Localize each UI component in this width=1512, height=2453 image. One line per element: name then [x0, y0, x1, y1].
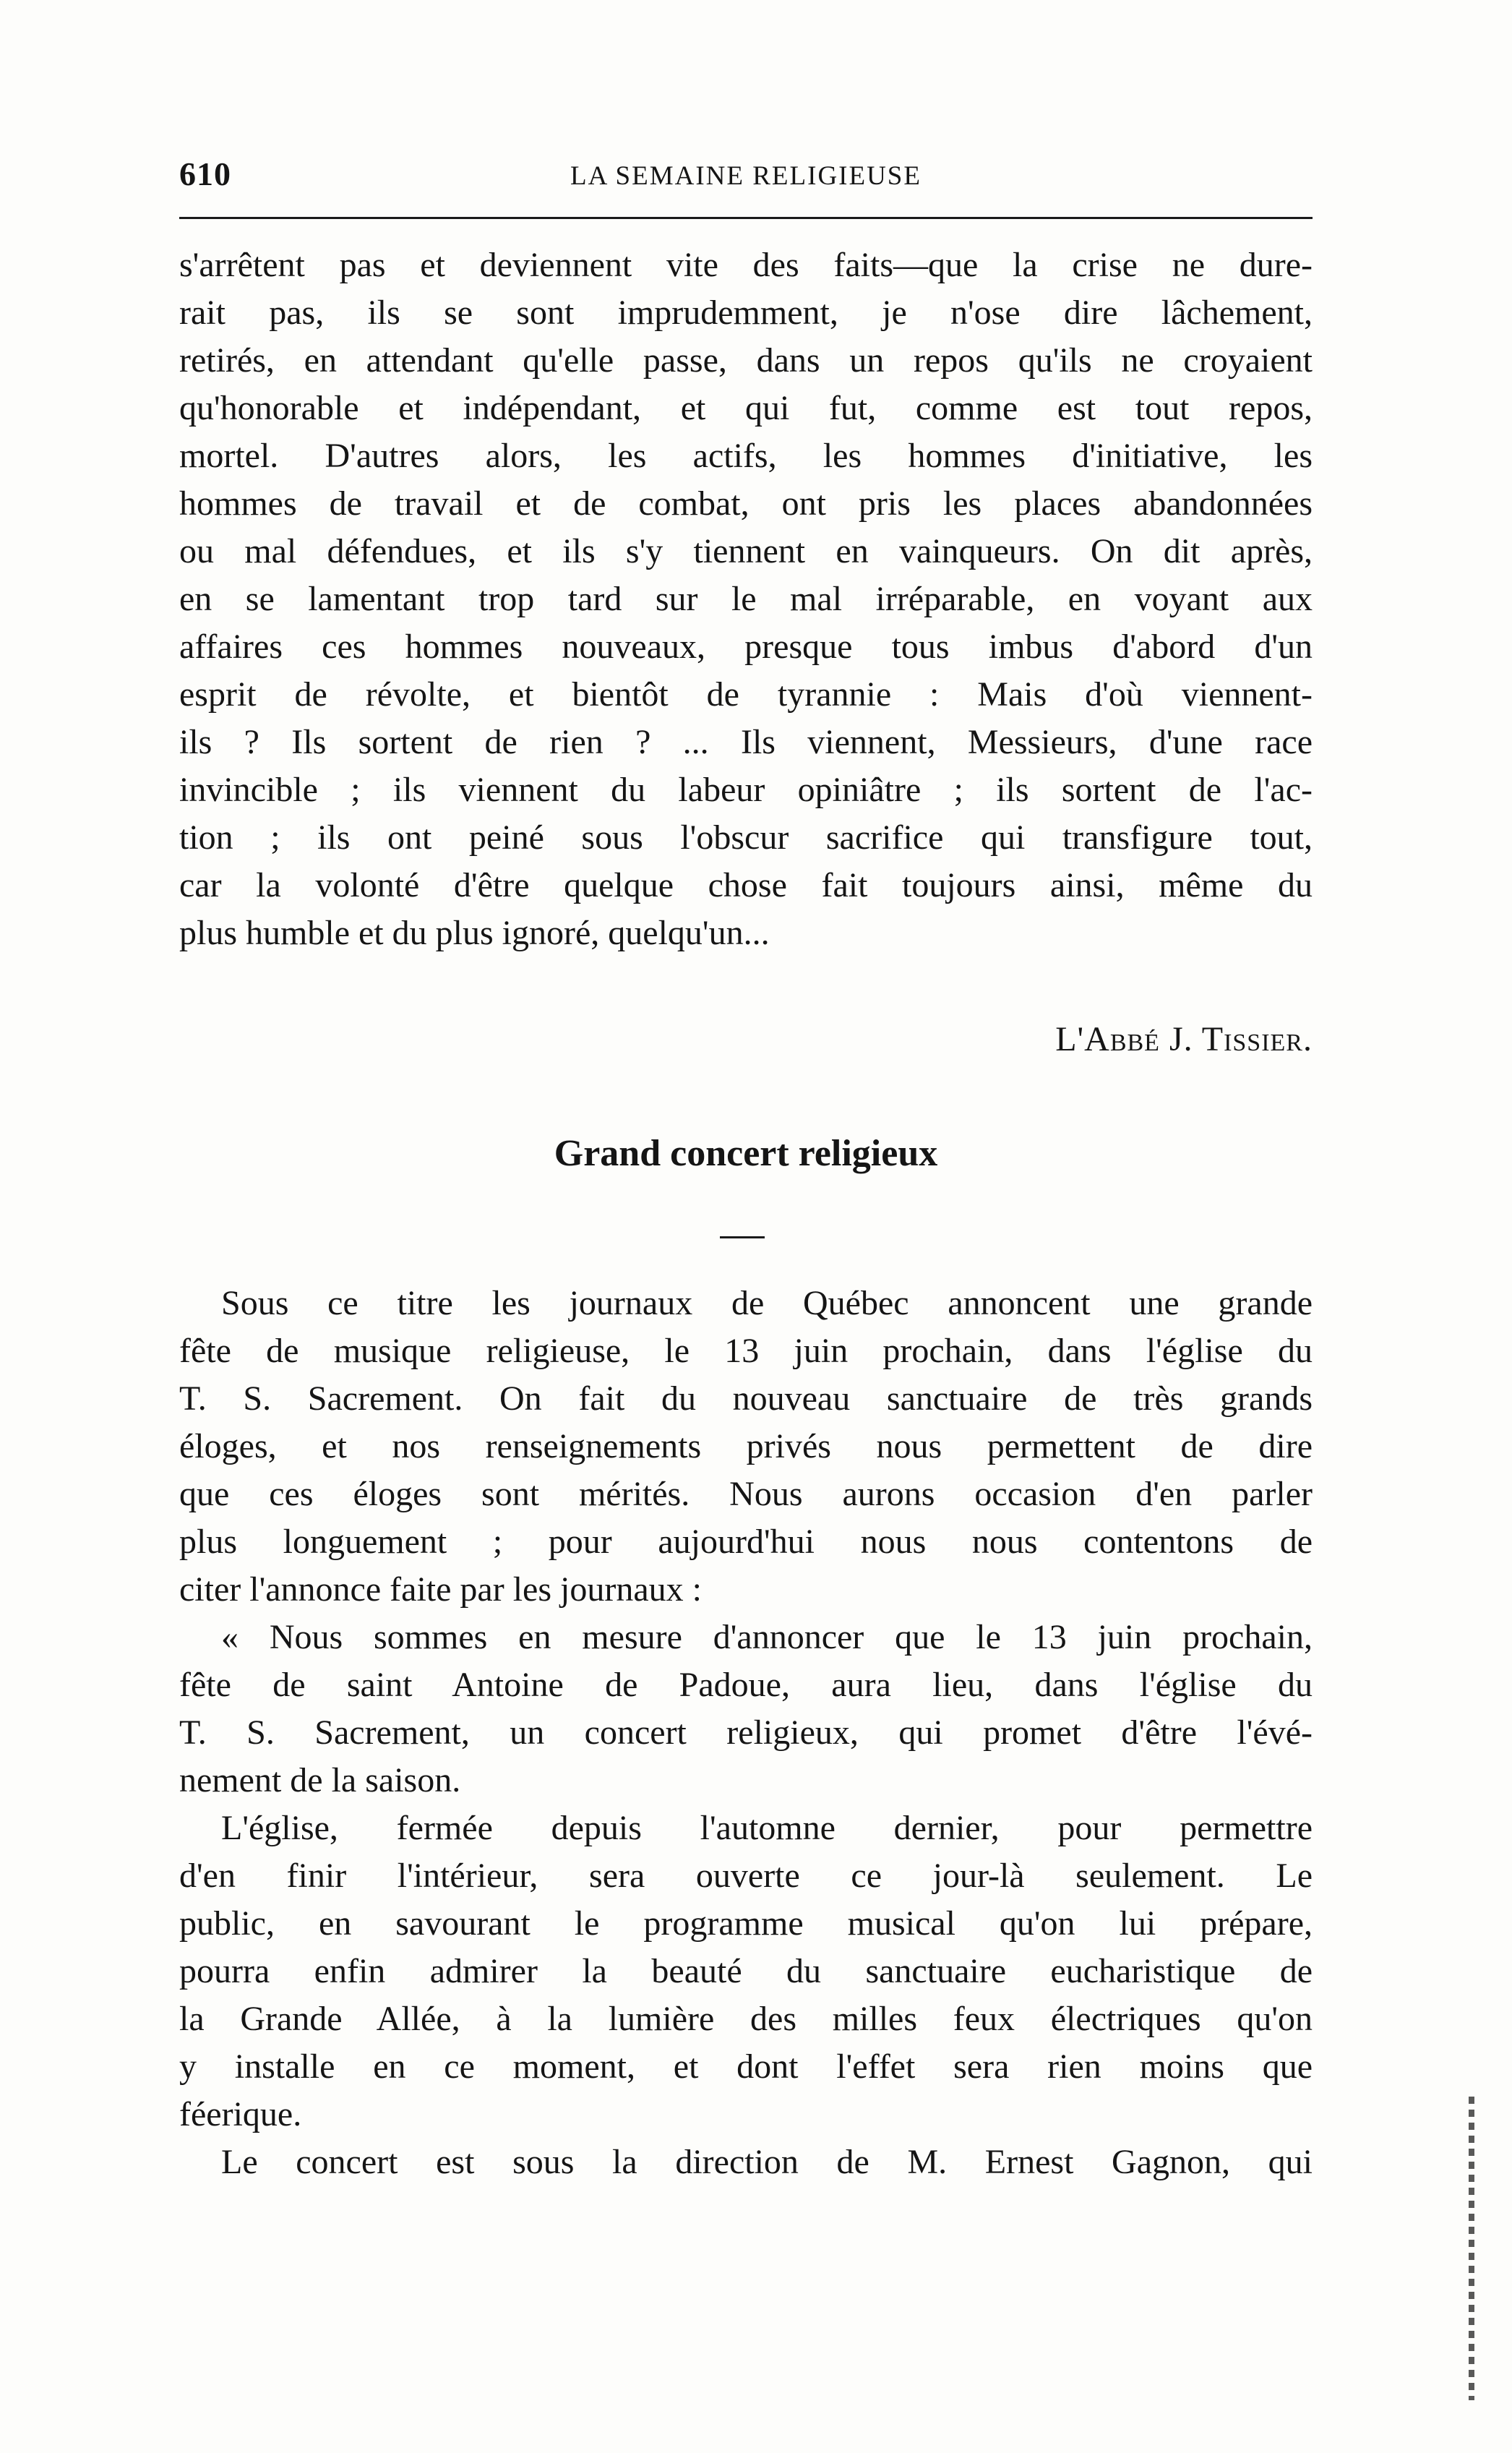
text-line: T. S. Sacrement. On fait du nouveau sanctuaire de très grands — [179, 1379, 1313, 1418]
section-title: Grand concert religieux — [554, 1133, 938, 1174]
text-line: s'arrêtent pas et deviennent vite des faits—que la crise ne dure- — [179, 246, 1313, 284]
text-line: y installe en ce moment, et dont l'effet sera rien moins que — [179, 2047, 1313, 2086]
page-number: 610 — [179, 155, 231, 192]
text-line: tion ; ils ont peiné sous l'obscur sacrifice qui transfigure tout, — [179, 818, 1313, 857]
text-line: invincible ; ils viennent du labeur opiniâtre ; ils sortent de l'ac- — [179, 771, 1313, 809]
text-line: éloges, et nos renseignements privés nous permettent de dire — [179, 1427, 1313, 1465]
running-head: LA SEMAINE RELIGIEUSE — [570, 161, 922, 191]
text-line: L'église, fermée depuis l'automne dernier, pour permettre — [221, 1809, 1313, 1847]
text-line: en se lamentant trop tard sur le mal irréparable, en voyant aux — [179, 580, 1313, 618]
text-line: qu'honorable et indépendant, et qui fut, comme est tout repos, — [179, 389, 1313, 427]
text-line: esprit de révolte, et bientôt de tyrannie : Mais d'où viennent- — [179, 675, 1313, 714]
text-line: la Grande Allée, à la lumière des milles feux électriques qu'on — [179, 2000, 1313, 2038]
title-rule — [720, 1236, 765, 1238]
scan-edge-mark — [1469, 2097, 1474, 2400]
text-line: rait pas, ils se sont imprudemment, je n'ose dire lâchement, — [179, 294, 1313, 332]
text-line: plus longuement ; pour aujourd'hui nous nous contentons de — [179, 1523, 1313, 1561]
page-header — [179, 155, 1313, 205]
text-line: public, en savourant le programme musical qu'on lui prépare, — [179, 1904, 1313, 1943]
text-line: Sous ce titre les journaux de Québec annoncent une grande — [221, 1284, 1313, 1322]
text-line: T. S. Sacrement, un concert religieux, qui promet d'être l'évé- — [179, 1713, 1313, 1752]
header-rule — [179, 217, 1313, 219]
text-line: fête de musique religieuse, le 13 juin prochain, dans l'église du — [179, 1332, 1313, 1370]
text-line: fête de saint Antoine de Padoue, aura lieu, dans l'église du — [179, 1666, 1313, 1704]
text-line: hommes de travail et de combat, ont pris les places abandonnées — [179, 484, 1313, 523]
author-signature: L'Abbé J. Tissier. — [1055, 1020, 1313, 1058]
text-line: citer l'annonce faite par les journaux : — [179, 1570, 702, 1609]
text-line: Le concert est sous la direction de M. Ernest Gagnon, qui — [221, 2143, 1313, 2181]
text-line: pourra enfin admirer la beauté du sanctuaire eucharistique de — [179, 1952, 1313, 1990]
text-line: ou mal défendues, et ils s'y tiennent en vainqueurs. On dit après, — [179, 532, 1313, 570]
text-line: retirés, en attendant qu'elle passe, dans un repos qu'ils ne croyaient — [179, 341, 1313, 380]
text-line: nement de la saison. — [179, 1761, 461, 1799]
text-line: affaires ces hommes nouveaux, presque tous imbus d'abord d'un — [179, 628, 1313, 666]
text-line: mortel. D'autres alors, les actifs, les hommes d'initiative, les — [179, 437, 1313, 475]
text-line: « Nous sommes en mesure d'annoncer que le 13 juin prochain, — [221, 1618, 1313, 1656]
text-line: plus humble et du plus ignoré, quelqu'un... — [179, 914, 770, 952]
text-line: d'en finir l'intérieur, sera ouverte ce jour-là seulement. Le — [179, 1857, 1313, 1895]
text-line: féerique. — [179, 2095, 302, 2133]
text-line: ils ? Ils sortent de rien ? ... Ils viennent, Messieurs, d'une race — [179, 723, 1313, 761]
text-line: car la volonté d'être quelque chose fait toujours ainsi, même du — [179, 866, 1313, 904]
text-line: que ces éloges sont mérités. Nous aurons occasion d'en parler — [179, 1475, 1313, 1513]
